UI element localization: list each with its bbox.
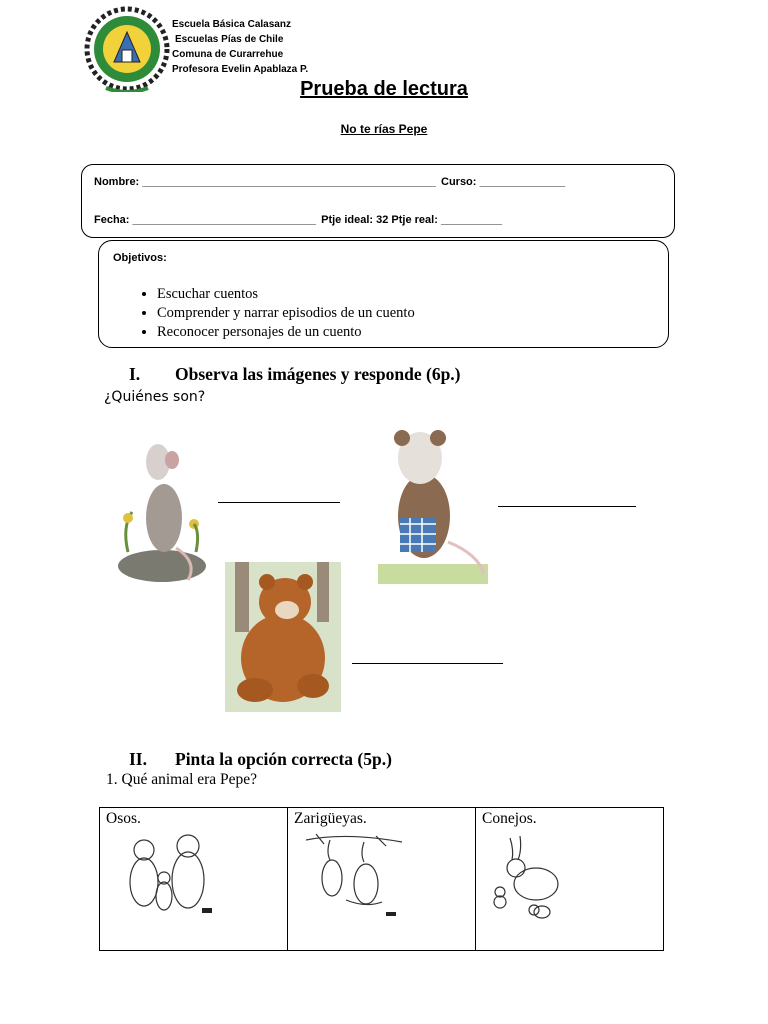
course-field[interactable]: Curso: ______________ [441,176,566,188]
section-2-title: Pinta la opción correcta (5p.) [175,749,392,769]
option-bears[interactable] [100,808,288,951]
date-field[interactable]: Fecha: ______________________________ [94,214,317,226]
section-1-title: Observa las imágenes y responde (6p.) [175,364,461,384]
objectives-title: Objetivos: [113,252,167,264]
section-2-heading [129,749,392,770]
name-row [94,176,565,188]
score-field[interactable]: Ptje ideal: 32 Ptje real: __________ [321,214,503,226]
page-title: Prueba de lectura [300,78,468,100]
section-2-question: 1. Qué animal era Pepe? [106,771,258,788]
bears-drawing [122,832,218,921]
student-info-box [81,164,675,238]
section-1-heading [129,364,461,385]
objectives-box [98,240,669,348]
answer-line-1[interactable] [218,502,340,503]
bear-illustration [225,562,341,712]
option-rabbits[interactable] [476,808,664,951]
teacher-name: Profesora Evelin Apablaza P. [172,64,309,75]
school-info [172,17,308,77]
options-table [99,807,664,951]
section-2-number: II. [129,749,147,769]
school-commune: Comuna de Curarrehue [172,49,284,60]
opossum-on-rock-illustration [118,432,206,584]
objective-item: • Escuchar cuentos [157,285,415,304]
rabbits-drawing [488,836,568,925]
option-label: Zarigüeyas. [294,810,367,827]
option-opossums[interactable] [288,808,476,951]
objective-item: • Reconocer personajes de un cuento [157,323,415,342]
section-1-number: I. [129,364,141,384]
school-network: Escuelas Pías de Chile [175,34,284,45]
opossum-in-apron-illustration [378,424,488,584]
name-field[interactable]: Nombre: ________________________________________________ [94,176,436,188]
answer-line-3[interactable] [352,663,503,664]
section-1-question: ¿Quiénes son? [104,389,206,405]
school-name: Escuela Básica Calasanz [172,19,291,30]
option-label: Conejos. [482,810,537,827]
answer-line-2[interactable] [498,506,636,507]
opossums-drawing [306,830,402,923]
date-row [94,214,502,226]
option-label: Osos. [106,810,141,827]
objective-item: • Comprender y narrar episodios de un cuento [157,304,415,323]
objectives-list [137,285,415,342]
story-title: No te rías Pepe [340,122,428,136]
